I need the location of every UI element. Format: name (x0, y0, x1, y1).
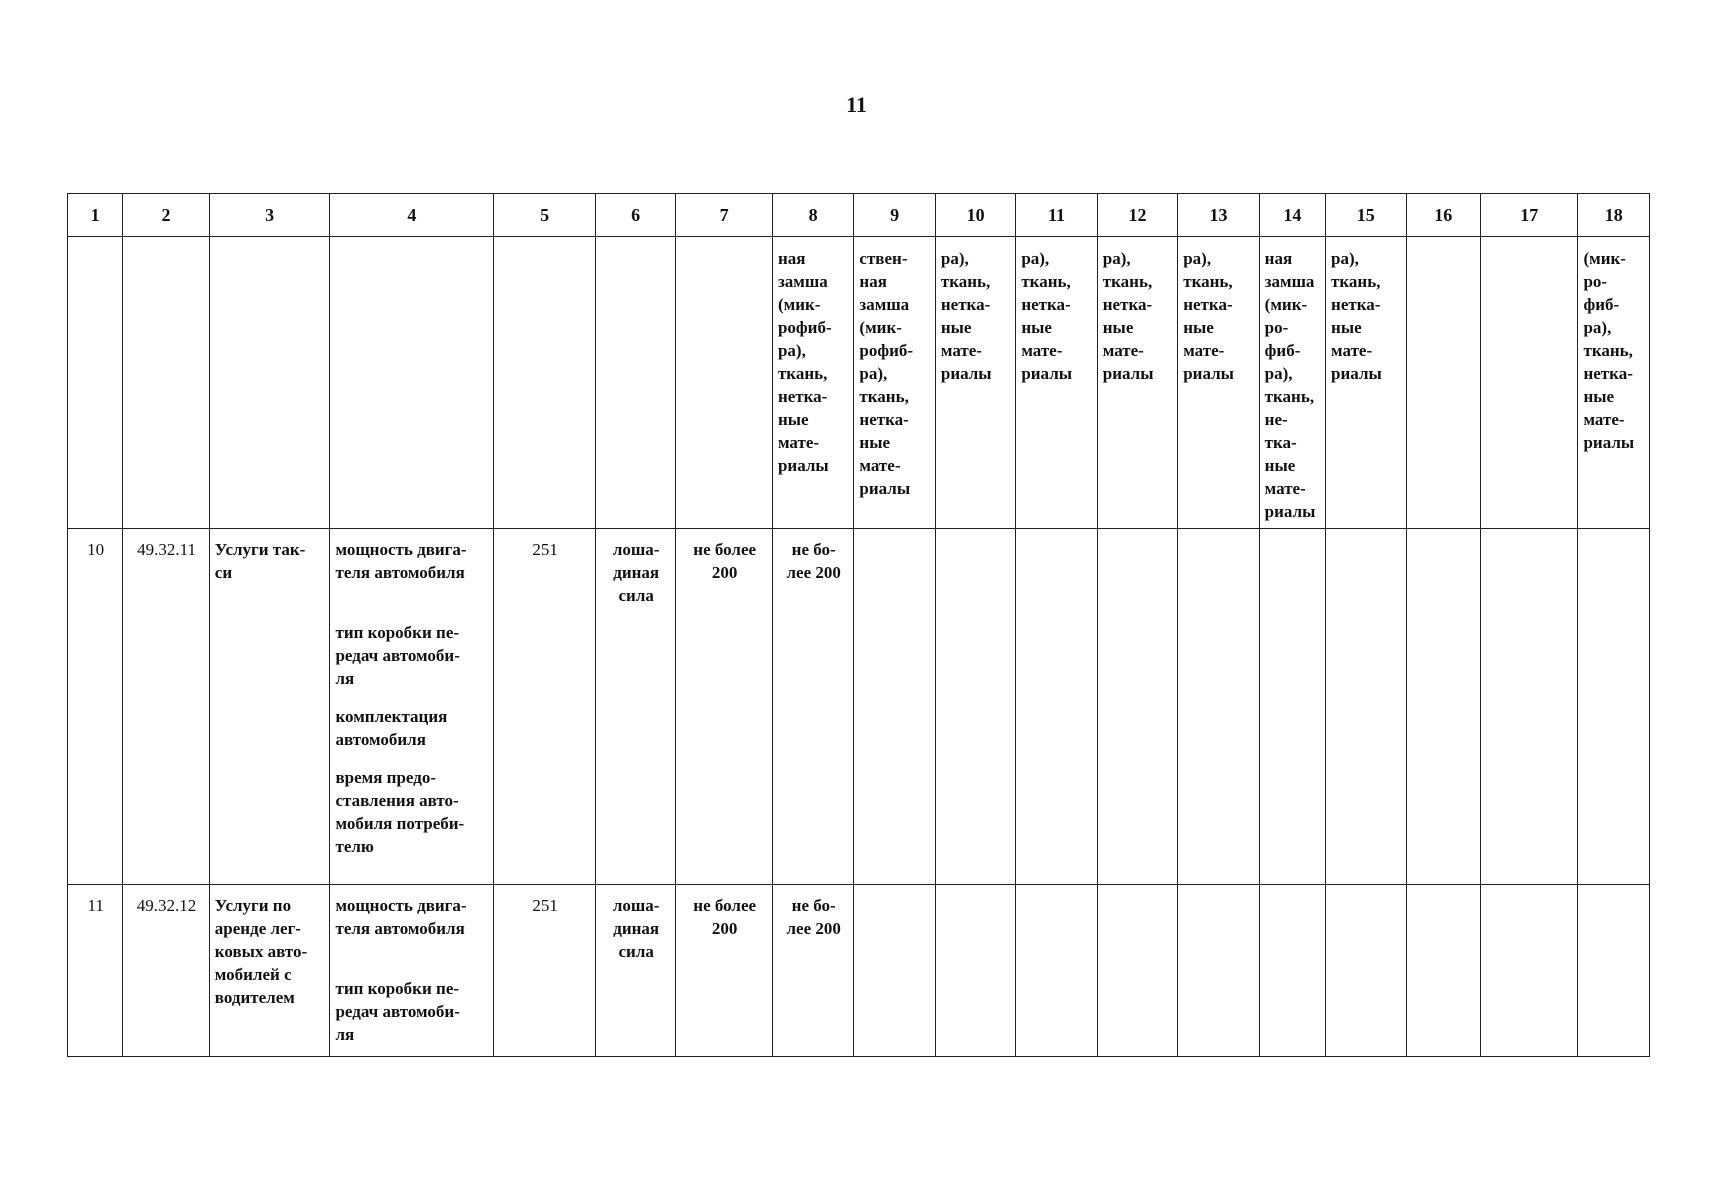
material-cell: ра), ткань, нетка- ные мате- риалы (1097, 237, 1177, 529)
service-name: Услуги по аренде лег- ковых авто- мобилей с водителем (209, 885, 330, 1057)
empty-cell (123, 237, 209, 529)
column-number: 18 (1578, 194, 1650, 237)
empty-cell (1578, 529, 1650, 885)
unit-name: лоша- диная сила (595, 529, 675, 885)
empty-cell (1326, 529, 1406, 885)
characteristic-item: мощность двига- теля автомобиля (335, 540, 467, 582)
value-cell: не более 200 (676, 529, 773, 885)
table-row (68, 529, 1650, 885)
empty-cell (1259, 529, 1325, 885)
column-number: 1 (68, 194, 123, 237)
characteristics-list (330, 529, 494, 885)
material-cell: (мик- ро- фиб- ра), ткань, нетка- ные мате- риалы (1578, 237, 1650, 529)
column-number: 8 (772, 194, 853, 237)
column-number: 5 (494, 194, 596, 237)
column-number: 9 (854, 194, 935, 237)
column-number: 14 (1259, 194, 1325, 237)
column-number-row (68, 194, 1650, 237)
empty-cell (1578, 885, 1650, 1057)
column-number: 16 (1406, 194, 1480, 237)
material-cell: ная замша (мик- ро- фиб- ра), ткань, не- тка- ные мате- риалы (1259, 237, 1325, 529)
empty-cell (1480, 885, 1578, 1057)
characteristic-item: тип коробки пе- редач автомоби- ля (335, 979, 460, 1044)
empty-cell (595, 237, 675, 529)
empty-cell (1259, 885, 1325, 1057)
row-number: 11 (68, 885, 123, 1057)
empty-cell (209, 237, 330, 529)
okei-code: 251 (494, 885, 596, 1057)
material-cell: ствен- ная замша (мик- рофиб- ра), ткань, нетка- ные мате- риалы (854, 237, 935, 529)
continuation-row (68, 237, 1650, 529)
okpd-code: 49.32.12 (123, 885, 209, 1057)
page-number: 11 (846, 92, 867, 117)
empty-cell (1097, 885, 1177, 1057)
unit-name: лоша- диная сила (595, 885, 675, 1057)
value-cell: не бо- лее 200 (772, 529, 853, 885)
column-number: 7 (676, 194, 773, 237)
empty-cell (1480, 237, 1578, 529)
empty-cell (935, 885, 1015, 1057)
value-cell: не бо- лее 200 (772, 885, 853, 1057)
empty-cell (68, 237, 123, 529)
characteristic-item: тип коробки пе- редач автомоби- ля (335, 623, 460, 688)
characteristic-item: время предо- ставления авто- мобиля потреби- телю (335, 768, 465, 856)
okei-code: 251 (494, 529, 596, 885)
table-row (68, 885, 1650, 1057)
empty-cell (854, 885, 935, 1057)
column-number: 10 (935, 194, 1015, 237)
empty-cell (1480, 529, 1578, 885)
column-number: 17 (1480, 194, 1578, 237)
empty-cell (1097, 529, 1177, 885)
empty-cell (1406, 529, 1480, 885)
empty-cell (1016, 885, 1097, 1057)
empty-cell (1406, 885, 1480, 1057)
characteristic-item: комплектация автомобиля (335, 707, 448, 749)
characteristics-table (67, 193, 1650, 1057)
empty-cell (935, 529, 1015, 885)
column-number: 4 (330, 194, 494, 237)
characteristic-item: мощность двига- теля автомобиля (335, 896, 467, 938)
empty-cell (1406, 237, 1480, 529)
empty-cell (1016, 529, 1097, 885)
column-number: 13 (1178, 194, 1259, 237)
service-name: Услуги так- си (209, 529, 330, 885)
characteristics-list (330, 885, 494, 1057)
empty-cell (1178, 529, 1259, 885)
empty-cell (1178, 885, 1259, 1057)
material-cell: ная замша (мик- рофиб- ра), ткань, нетка- ные мате- риалы (772, 237, 853, 529)
column-number: 2 (123, 194, 209, 237)
empty-cell (330, 237, 494, 529)
column-number: 11 (1016, 194, 1097, 237)
empty-cell (1326, 885, 1406, 1057)
material-cell: ра), ткань, нетка- ные мате- риалы (1016, 237, 1097, 529)
column-number: 12 (1097, 194, 1177, 237)
value-cell: не более 200 (676, 885, 773, 1057)
column-number: 3 (209, 194, 330, 237)
column-number: 15 (1326, 194, 1406, 237)
material-cell: ра), ткань, нетка- ные мате- риалы (935, 237, 1015, 529)
material-cell: ра), ткань, нетка- ные мате- риалы (1326, 237, 1406, 529)
material-cell: ра), ткань, нетка- ные мате- риалы (1178, 237, 1259, 529)
empty-cell (854, 529, 935, 885)
okpd-code: 49.32.11 (123, 529, 209, 885)
empty-cell (494, 237, 596, 529)
column-number: 6 (595, 194, 675, 237)
empty-cell (676, 237, 773, 529)
row-number: 10 (68, 529, 123, 885)
